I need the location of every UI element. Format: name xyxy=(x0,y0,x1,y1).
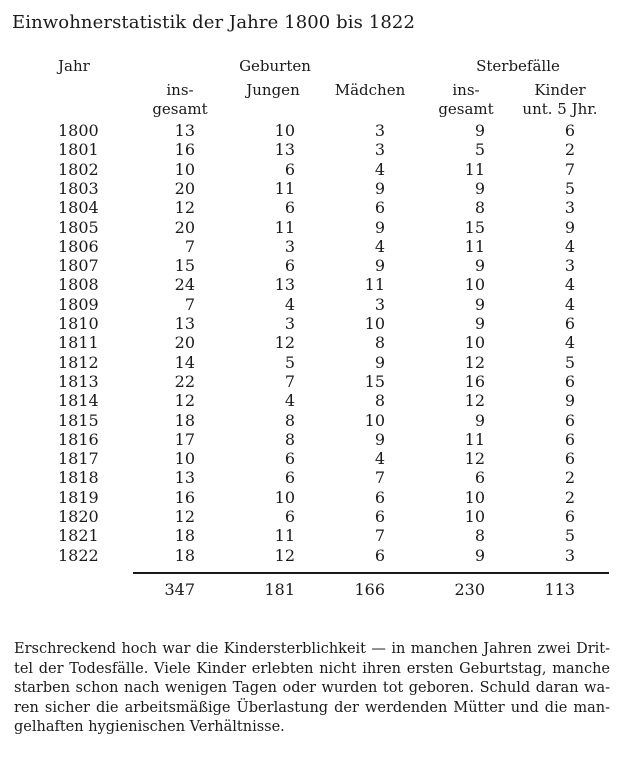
births-girls: 4 xyxy=(374,236,385,256)
births-total: 20 xyxy=(174,217,195,237)
header-kinder-line2: unt. 5 Jhr. xyxy=(522,100,598,118)
deaths-children: 4 xyxy=(564,275,575,295)
table-row xyxy=(0,140,617,159)
deaths-total: 9 xyxy=(474,294,485,314)
births-girls: 8 xyxy=(374,391,385,411)
births-boys: 11 xyxy=(274,178,295,198)
table-row xyxy=(0,256,617,275)
births-total: 22 xyxy=(174,371,195,391)
births-girls: 9 xyxy=(374,352,385,372)
deaths-children: 4 xyxy=(564,236,575,256)
births-total: 17 xyxy=(174,429,195,449)
deaths-total: 9 xyxy=(474,545,485,565)
table-row xyxy=(0,314,617,333)
births-total: 15 xyxy=(174,256,195,276)
births-girls: 7 xyxy=(374,526,385,546)
row-year: 1819 xyxy=(58,487,99,507)
births-boys: 12 xyxy=(274,333,295,353)
births-girls: 4 xyxy=(374,449,385,469)
deaths-total: 9 xyxy=(474,178,485,198)
deaths-total: 15 xyxy=(464,217,485,237)
births-total: 10 xyxy=(174,159,195,179)
table-row xyxy=(0,275,617,294)
row-year: 1807 xyxy=(58,256,99,276)
paragraph-line: ren sicher die arbeitsmäßige Überlastung der werdenden Mütter und die man- xyxy=(14,699,610,716)
births-total: 13 xyxy=(174,121,195,140)
total-child-deaths: 113 xyxy=(544,580,575,599)
totals-row xyxy=(0,580,617,600)
deaths-total: 12 xyxy=(464,352,485,372)
births-boys: 8 xyxy=(284,429,295,449)
paragraph-line: Erschreckend hoch war die Kindersterblichkeit — in manchen Jahren zwei Drit- xyxy=(14,641,610,657)
deaths-children: 6 xyxy=(564,507,575,526)
table-row xyxy=(0,333,617,352)
table-row xyxy=(0,198,617,217)
births-boys: 5 xyxy=(284,352,295,372)
deaths-total: 11 xyxy=(464,159,485,179)
deaths-children: 6 xyxy=(564,371,575,391)
births-boys: 6 xyxy=(284,159,295,179)
births-girls: 10 xyxy=(364,314,385,333)
row-year: 1822 xyxy=(58,545,99,565)
births-boys: 4 xyxy=(284,391,295,411)
births-boys: 3 xyxy=(284,314,295,333)
table-row xyxy=(0,449,617,468)
births-girls: 4 xyxy=(374,159,385,179)
row-year: 1813 xyxy=(58,371,99,391)
births-boys: 6 xyxy=(284,507,295,526)
births-boys: 10 xyxy=(274,121,295,140)
births-boys: 7 xyxy=(284,371,295,391)
deaths-total: 10 xyxy=(464,487,485,507)
births-girls: 3 xyxy=(374,121,385,140)
births-total: 14 xyxy=(174,352,195,372)
paragraph-line: starben schon nach wenigen Tagen oder wurden tot geboren. Schuld daran wa- xyxy=(14,680,610,696)
deaths-total: 12 xyxy=(464,449,485,469)
births-total: 12 xyxy=(174,507,195,526)
body-paragraph xyxy=(14,640,610,738)
row-year: 1816 xyxy=(58,429,99,449)
deaths-total: 9 xyxy=(474,121,485,140)
births-total: 10 xyxy=(174,449,195,469)
births-girls: 6 xyxy=(374,487,385,507)
births-boys: 11 xyxy=(274,526,295,546)
births-girls: 9 xyxy=(374,217,385,237)
births-girls: 9 xyxy=(374,178,385,198)
deaths-children: 5 xyxy=(564,352,575,372)
deaths-total: 8 xyxy=(474,526,485,546)
table-row xyxy=(0,430,617,449)
header-insgesamt xyxy=(150,81,210,119)
header-sterbefaelle: Sterbefälle xyxy=(476,57,560,75)
births-boys: 13 xyxy=(274,275,295,295)
births-boys: 11 xyxy=(274,217,295,237)
header-geburten: Geburten xyxy=(239,57,311,75)
births-boys: 6 xyxy=(284,256,295,276)
table-row xyxy=(0,488,617,507)
table-row xyxy=(0,372,617,391)
births-total: 18 xyxy=(174,526,195,546)
paragraph-line: gelhaften hygienischen Verhältnisse. xyxy=(14,719,285,735)
row-year: 1811 xyxy=(58,333,99,353)
births-boys: 13 xyxy=(274,140,295,160)
deaths-children: 6 xyxy=(564,449,575,469)
row-year: 1810 xyxy=(58,314,99,333)
births-total: 20 xyxy=(174,178,195,198)
births-total: 18 xyxy=(174,545,195,565)
table-row xyxy=(0,391,617,410)
births-girls: 9 xyxy=(374,429,385,449)
row-year: 1805 xyxy=(58,217,99,237)
deaths-children: 6 xyxy=(564,429,575,449)
births-boys: 3 xyxy=(284,236,295,256)
row-year: 1806 xyxy=(58,236,99,256)
table-row xyxy=(0,507,617,526)
header-kinder xyxy=(515,81,605,119)
paragraph-line: tel der Todesfälle. Viele Kinder erlebten nicht ihren ersten Geburtstag, manche xyxy=(14,660,610,677)
table-row xyxy=(0,160,617,179)
births-total: 12 xyxy=(174,198,195,218)
births-total: 24 xyxy=(174,275,195,295)
deaths-children: 2 xyxy=(564,140,575,160)
deaths-children: 7 xyxy=(564,159,575,179)
births-total: 7 xyxy=(184,236,195,256)
deaths-children: 9 xyxy=(564,391,575,411)
table-row xyxy=(0,546,617,565)
header-st-insgesamt-line1: ins- xyxy=(452,81,480,99)
table-row xyxy=(0,218,617,237)
table-row xyxy=(0,295,617,314)
table-row xyxy=(0,411,617,430)
births-girls: 11 xyxy=(364,275,385,295)
header-jungen: Jungen xyxy=(246,81,300,99)
total-boys: 181 xyxy=(264,580,295,599)
births-girls: 6 xyxy=(374,198,385,218)
row-year: 1814 xyxy=(58,391,99,411)
deaths-total: 12 xyxy=(464,391,485,411)
row-year: 1821 xyxy=(58,526,99,546)
births-girls: 6 xyxy=(374,545,385,565)
deaths-total: 16 xyxy=(464,371,485,391)
births-total: 12 xyxy=(174,391,195,411)
deaths-children: 3 xyxy=(564,256,575,276)
births-girls: 3 xyxy=(374,140,385,160)
deaths-children: 2 xyxy=(564,468,575,488)
births-boys: 6 xyxy=(284,449,295,469)
births-total: 13 xyxy=(174,468,195,488)
row-year: 1804 xyxy=(58,198,99,218)
deaths-total: 8 xyxy=(474,198,485,218)
row-year: 1801 xyxy=(58,140,99,160)
births-total: 18 xyxy=(174,410,195,430)
deaths-children: 6 xyxy=(564,121,575,140)
row-year: 1812 xyxy=(58,352,99,372)
births-girls: 9 xyxy=(374,256,385,276)
totals-rule xyxy=(133,572,609,574)
header-maedchen: Mädchen xyxy=(334,81,406,99)
row-year: 1802 xyxy=(58,159,99,179)
deaths-children: 6 xyxy=(564,314,575,333)
births-girls: 6 xyxy=(374,507,385,526)
births-girls: 7 xyxy=(374,468,385,488)
births-total: 16 xyxy=(174,487,195,507)
births-girls: 8 xyxy=(374,333,385,353)
deaths-total: 6 xyxy=(474,468,485,488)
births-boys: 6 xyxy=(284,198,295,218)
row-year: 1815 xyxy=(58,410,99,430)
row-year: 1800 xyxy=(58,121,99,140)
header-jahr: Jahr xyxy=(58,57,90,75)
table-row xyxy=(0,353,617,372)
deaths-children: 2 xyxy=(564,487,575,507)
header-insgesamt-line1: ins- xyxy=(166,81,194,99)
table-row xyxy=(0,468,617,487)
header-sterbefaelle-insgesamt xyxy=(436,81,496,119)
header-insgesamt-line2: gesamt xyxy=(152,100,208,118)
row-year: 1817 xyxy=(58,449,99,469)
table-row xyxy=(0,526,617,545)
births-boys: 10 xyxy=(274,487,295,507)
deaths-total: 10 xyxy=(464,333,485,353)
deaths-total: 9 xyxy=(474,314,485,333)
deaths-children: 4 xyxy=(564,333,575,353)
total-births: 347 xyxy=(164,580,195,599)
births-girls: 10 xyxy=(364,410,385,430)
deaths-children: 5 xyxy=(564,178,575,198)
deaths-total: 10 xyxy=(464,275,485,295)
table-row xyxy=(0,121,617,140)
deaths-total: 9 xyxy=(474,410,485,430)
births-total: 7 xyxy=(184,294,195,314)
deaths-children: 3 xyxy=(564,198,575,218)
deaths-total: 10 xyxy=(464,507,485,526)
births-total: 20 xyxy=(174,333,195,353)
deaths-children: 4 xyxy=(564,294,575,314)
deaths-total: 9 xyxy=(474,256,485,276)
births-girls: 3 xyxy=(374,294,385,314)
deaths-total: 11 xyxy=(464,236,485,256)
births-boys: 8 xyxy=(284,410,295,430)
table-row xyxy=(0,179,617,198)
births-total: 13 xyxy=(174,314,195,333)
header-st-insgesamt-line2: gesamt xyxy=(438,100,494,118)
births-girls: 15 xyxy=(364,371,385,391)
deaths-children: 9 xyxy=(564,217,575,237)
row-year: 1809 xyxy=(58,294,99,314)
table-row xyxy=(0,237,617,256)
births-boys: 12 xyxy=(274,545,295,565)
header-kinder-line1: Kinder xyxy=(534,81,586,99)
row-year: 1808 xyxy=(58,275,99,295)
row-year: 1818 xyxy=(58,468,99,488)
row-year: 1820 xyxy=(58,507,99,526)
total-girls: 166 xyxy=(354,580,385,599)
row-year: 1803 xyxy=(58,178,99,198)
deaths-total: 5 xyxy=(474,140,485,160)
births-boys: 6 xyxy=(284,468,295,488)
total-deaths: 230 xyxy=(454,580,485,599)
deaths-total: 11 xyxy=(464,429,485,449)
deaths-children: 6 xyxy=(564,410,575,430)
page-title: Einwohnerstatistik der Jahre 1800 bis 1822 xyxy=(12,12,416,33)
births-total: 16 xyxy=(174,140,195,160)
births-boys: 4 xyxy=(284,294,295,314)
deaths-children: 3 xyxy=(564,545,575,565)
deaths-children: 5 xyxy=(564,526,575,546)
